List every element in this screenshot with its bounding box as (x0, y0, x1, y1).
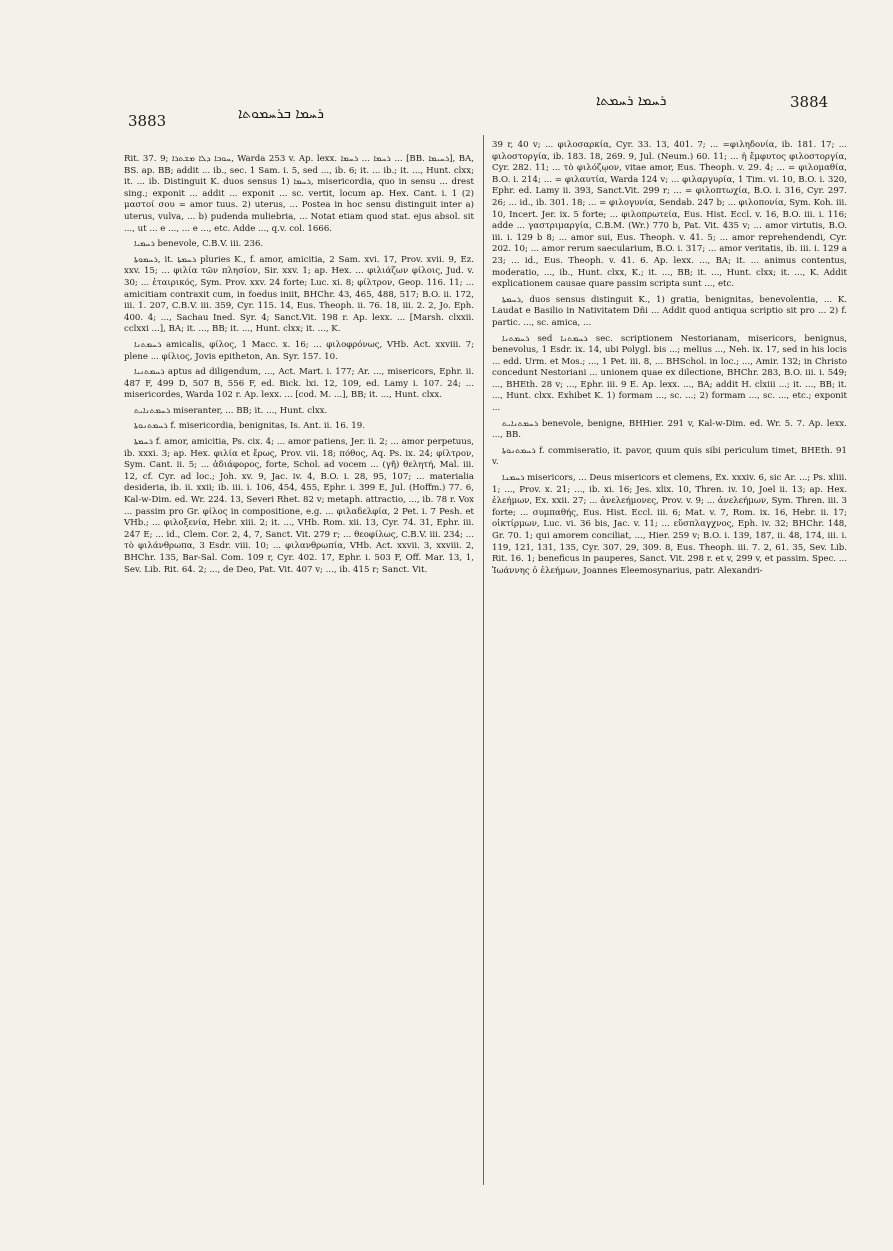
entry-paragraph: ܪܚܡܬܢܘܬܐ f. misericordia, benignitas, Is. Ant. ii. 16. 19. (134, 421, 365, 432)
entry-paragraph: ܪܚܡܬܢܐ amicalis, φίλος, 1 Macc. x. 16; ... φιλοφρόνως, VHb. Act. xxviii. 7; plene ... φίλιος, Jovis epitheton, An. Syr. 157. 10. (124, 339, 474, 362)
entry-paragraph: ܪܚܡܝܐ benevole, C.B.V. iii. 236. (134, 239, 264, 250)
entry-paragraph: ܪܚܡܬܢܝܐ aptus ad diligendum, ..., Act. Mart. i. 177; Ar. ..., misericors, Ephr. ii. 487 F, 499 D, 507 B, 556 F, ed. Bick. lxi. 12, 109, ed. Lamy i. 107. 24; ... misericordes, Warda 102 r. Ap. lexx. ... [cod. M. ...], BB; it. ..., Hunt. clxx. (124, 367, 474, 401)
entry-paragraph: ܪܚܡܢܐ misericors, ... Deus misericors et clemens, Ex. xxxiv. 6, sic Ar. ...; Ps. xliii. 1; ..., Prov. x. 21; ..., ib. xi. 16; Jes. xlix. 10, Thren. iv. 10, Joel ii. 13; ap. Hex. ἐλεήμων, Ex. xxii. 27; ... ἀνελεήμονες, Prov. v. 9; ... ἀνελεήμων, Sym. Thren. iii. 3 forte; ... συμπαθής, Eus. Hist. Eccl. iii. 6; Mat. v. 7, Rom. ix. 16, Hebr. ii. 17; οἰκτίρμων, Luc. vi. 36 bis, Jac. v. 11; ... εὔσπλαγχνος, Eph. iv. 32; BHChr. 148, Gr. 70. 1; qui amorem conciliat, ..., Hier. 259 v; B.O. i. 139, 187, ii. 48, 174, iii. i. 119, 121, 131, 135, Cyr. 307. 29, 309. 8, Eus. Theoph. iii. 7. 2, 61. 35, Sev. Lib. Rit. 16. 1; beneficus in pauperes, Sanct. Vit. 298 r. et v, 299 v, et passim. Spec. ... Ἰωάννης ὁ ἐλεήμων, Joannes Eleemosynarius, patr. Alexandri- (492, 473, 847, 576)
entry-paragraph: ܪܚܡܬܢܐ sed ܪܚܡܬܢܐ sec. scriptionem Nestorianam, misericors, benignus, benevolus, 1 Esdr. ix. 14, ubi Polygl. bis ...; melius ..., Neh. ix. 17, sed in his locis ... edd. Urm. et Mos.; ..., 1 Pet. iii. 8, ... BHSchol. in loc.; ..., Amir. 132; in Christo concedunt Nestoriani ... unionem quae ex dilectione, BHChr. 283, B.O. iii. i. 549; ..., BHEth. 28 v; ..., Ephr. iii. 9 E. Ap. lexx. ..., BA; addit H. clxiii ...; it. ..., BB; it. ..., Hunt. clxx. Exhibet K. 1) formam ..., sc. ...; 2) formam ..., sc. ..., etc.; exponit ... (492, 333, 847, 414)
column-divider (483, 135, 484, 1185)
right-column (492, 140, 847, 581)
entry-paragraph: ܪܚܡܬܢܘܬܐ f. commiseratio, it. pavor, quum quis sibi periculum timet, BHEth. 91 v. (492, 445, 847, 468)
right-page-number: 3884 (790, 93, 829, 111)
entry-paragraph: ܪܚܡܬܐ f. amor, amicitia, Ps. cix. 4; ... amor patiens, Jer. ii. 2; ... amor perpetuus, ib. xxxi. 3; ap. Hex. φιλία et ἔρως, Prov. vii. 18; πόθος, Aq. Ps. ix. 24; φίλτρον, Sym. Cant. ii. 5; ... ἀδιάφορος, forte, Schol. ad vocem ... (γῆ) θελητή, Mal. iii. 12, cf. Cyr. ad loc.; Joh. xv. 9, Jac. iv. 4, B.O. i. 28, 95, 107; ... materialia desideria, ib. ii. xxii; ib. iii. i. 106, 454, 455, Ephr. i. 399 E, Jul. (Hoffm.) 77. 6, Kal-w-Dim. ed. Wr. 224. 13, Severi Rhet. 82 v; metaph. attractio, ..., ib. 78 r. Vox ... passim pro Gr. φίλος in compositione, e.g. ... φιλαδελφία, 2 Pet. i. 7 Pesh. et VHb.; ... φιλοξενία, Hebr. xiii. 2; it. ..., VHb. Rom. xii. 13, Cyr. 74. 31, Ephr. iii. 247 E; ... id., Clem. Cor. 2, 4, 7, Sanct. Vit. 279 r; ... θεοφίλως, C.B.V. iii. 234; ... τὸ φιλάνθρωπα, 3 Esdr. viii. 10; ... φιλανθρωπία, VHb. Act. xxvii. 3, xxviii. 2, BHChr. 135, Bar-Sal. Com. 109 r, Cyr. 402. 17, Ephr. i. 503 F, Off. Mar. 13, 1, Sev. Lib. Rit. 64. 2; ..., de Deo, Pat. Vit. 407 v; ..., ib. 415 r; Sanct. Vit. (124, 437, 474, 575)
entry-paragraph: ܪܚܡܬܢܐܝܬ miseranter, ... BB; it. ..., Hunt. clxx. (134, 405, 328, 416)
entry-paragraph: ܪܚܡܬܐ, duos sensus distinguit K., 1) gratia, benignitas, benevolentia, ... K. Laudat e Basilio in Nativitatem Dñi ... Addit quod antiqua scriptio sit pro ... 2) f. partic. ..., sc. amica, ... (492, 294, 847, 328)
entry-paragraph: ܪܚܡܬܢܐܝܬ benevole, benigne, BHHier. 291 v, Kal-w-Dim. ed. Wr. 5. 7. Ap. lexx. ..., BB. (492, 418, 847, 441)
right-running-title: ܪܚܡܐ ܪܚܡܬܐ (596, 93, 667, 109)
entry-paragraph: 39 r, 40 v; ... φιλοσαρκία, Cyr. 33. 13, 401. 7; ... =φιληδονία, ib. 181. 17; ... φιλοστοργία, ib. 183. 18, 269. 9, Jul. (Neum.) 60. 11; ... ἡ ἔμφυτος φιλοστοργία, Cyr. 282. 11; ... τὸ φιλόζῳον, vitae amor, Eus. Theoph. v. 29. 4; ... = φιλομαθία, B.O. i. 214; ... = φιλαυτία, Warda 124 v; ... φιλαργυρία, 1 Tim. vi. 10, B.O. i. 320, Ephr. ed. Lamy ii. 393, Sanct.Vit. 299 r; ... = φιλοπτωχία, B.O. i. 316, Cyr. 297. 26; ... id., ib. 301. 18; ... = φιλογυνία, Sendab. 247 b; ... φιλοπονία, Sym. Koh. iii. 10, Incert. Jer. ix. 5 forte; ... φιλοπρωτεία, Eus. Hist. Eccl. v. 16, B.O. iii. i. 116; adde ... γαστριμαργία, C.B.M. (Wr.) 770 b, Pat. Vit. 435 v; ... amor virtutis, B.O. iii. i. 129 b 8; ... amor sui, Eus. Theoph. v. 41. 5; ... amor reprehendendi, Cyr. 202. 10; ... amor rerum saecularium, B.O. i. 317; ... amor veritatis, ib. iii. i. 129 a 23; ... id., Eus. Theoph. v. 41. 6. Ap. lexx. ..., BA; it. ... animus contentus, moderatio, ..., ib., Hunt. clxx, K.; it. ..., BB; it. ..., Hunt. clxx; it. ..., K. Addit explicationem causae quare passim scripta sunt ..., etc. (492, 140, 847, 290)
left-page-number: 3883 (128, 112, 167, 130)
entry-paragraph: Rit. 37. 9; ܚܘܒܐ ܕܠܐ ܡܫܬܪܐ, Warda 253 v. Ap. lexx. ܪܚܡܐ ... ܪܚܡܐ ... [BB. ܪܚܝܡܐ], BA, BS. ap. BB; addit ... ib., sec. 1 Sam. i. 5, sed ..., ib. 6; it. ... ib.; it. ..., Hunt. clxx; it. ... ib. Distinguit K. duos sensus 1) ܪܚܡܐ, misericordia, quo in sensu ... drest sing.; exponit ... addit ... exponit ... sc. vertit, locum ap. Hex. Cant. i. 1 (2) μαστοί σου = amor tuus. 2) uterus, ... Postea in hoc sensu distinguit inter a) uterus, vulva, ... b) pudenda muliebria, ... Notat etiam quod stat. ejus absol. sit ..., ut ... e ..., ... e ..., etc. Adde ..., q.v. col. 1666. (124, 154, 475, 234)
entry-paragraph: ܪܚܡܘܬܐ, it. ܪܚܡܬܐ pluries K., f. amor, amicitia, 2 Sam. xvi. 17, Prov. xvii. 9, Ez. xxv. 15; ... φιλία τῶν πλησίον, Sir. xxv. 1; ap. Hex. ... φιλιάζων φίλοις, Jud. v. 30; ... ἑταιρικός, Sym. Prov. xxv. 24 forte; Luc. xi. 8; φίλτρον, Geop. 116. 11; ... amicitiam contraxit cum, in foedus iniit, BHChr. 43, 465, 488, 517; B.O. ii. 172, iii. 1. 207, C.B.V. iii. 359, Cyr. 115. 14, Eus. Theoph. ii. 76. 18, iii. 2. 2, Jo. Eph. 400. 4; ..., Sachau Ined. Syr. 4; Sanct.Vit. 198 r. Ap. lexx. ... [Marsh. clxxii. cclxxi ...], BA; it. ..., BB; it. ..., Hunt. clxx; it. ..., K. (124, 254, 474, 335)
left-running-title: ܪܚܡܐ ܒܪܚܡܘܬܐ (238, 106, 324, 122)
left-column (124, 154, 474, 580)
